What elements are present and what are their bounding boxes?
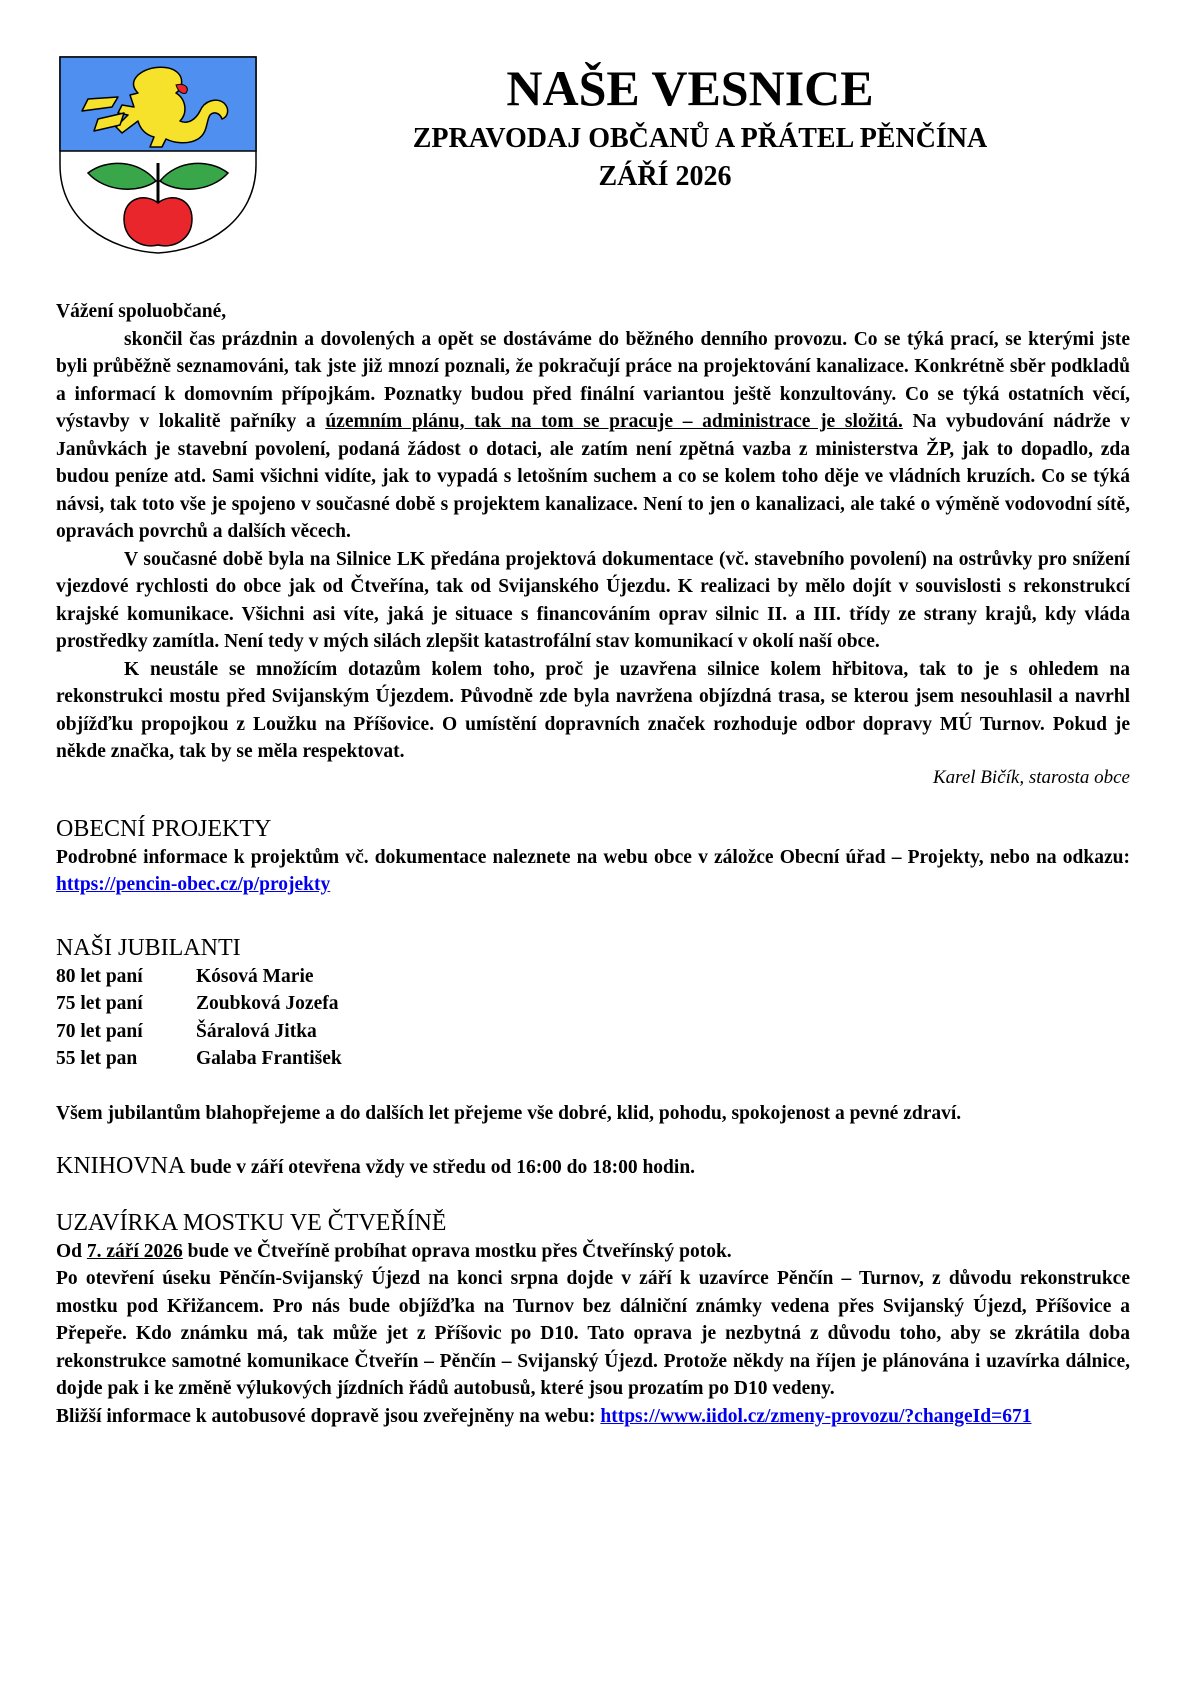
issue-date: ZÁŘÍ 2026 (598, 161, 732, 192)
jubilant-age: 75 let paní (56, 993, 143, 1014)
bus-info-link[interactable]: https://www.iidol.cz/zmeny-provozu/?changeId=671 (600, 1405, 1032, 1427)
coat-of-arms-icon (58, 55, 258, 255)
section-projects (56, 814, 1130, 899)
jubilants-table (56, 963, 342, 1073)
letter-p1-text-a: skončil čas prázdnin a dovolených a opět se dostáváme do běžného denního provozu. Co se týká prací, se kterými jste byli průběžně seznamováni, tak jste již mnozí poznali, že pokračují práce na projektování kanalizace. Konkrétně sběr podkladů a informací k domovním přípojkám. Poznatky budou před finální variantou ještě konzultovány. Co se týká ostatních věcí, výstavby v lokalitě pařníky a (56, 328, 1130, 432)
letter-paragraph-1 (56, 326, 1130, 546)
bridge-line-1 (56, 1238, 1130, 1266)
letter-p1-underlined: územním plánu, tak na tom se pracuje – administrace je složitá. (325, 411, 903, 432)
projects-heading: OBECNÍ PROJEKTY (56, 815, 272, 842)
bridge-paragraph-3 (56, 1403, 1130, 1431)
signature: Karel Bičík, starosta obce (932, 766, 1130, 788)
jubilant-name: Zoubková Jozefa (196, 993, 339, 1014)
newsletter-title: NAŠE VESNICE (506, 60, 874, 116)
jubilants-heading: NAŠI JUBILANTI (56, 934, 241, 961)
letter-p1-text-b: Na vybudování nádrže v Janůvkách je stavební povolení, podaná žádost o dotaci, ale zatím není zpětná vazba z ministerstva ŽP, jak to dopadlo, zda budou peníze atd. Sami všichni vidíte, jak to vypadá s letošním suchem a co se kolem toho děje ve vládních kruzích. Co se týká návsi, tak toto vše je spojeno v současné době s projektem kanalizace. Není to jen o kanalizaci, ale také o výměně vodovodní sítě, opravách povrchů a dalších věcech. (56, 411, 1130, 542)
table-row (56, 1018, 342, 1046)
library-text: bude v září otevřena vždy ve středu od 16:00 do 18:00 hodin. (185, 1157, 696, 1178)
table-row (56, 963, 342, 991)
jubilant-name: Galaba František (196, 1048, 342, 1069)
section-bridge-closure (56, 1208, 1130, 1431)
greeting: Vážení spoluobčané, (56, 301, 227, 322)
newsletter-subtitle: ZPRAVODAJ OBČANŮ A PŘÁTEL PĚNČÍNA (412, 123, 988, 154)
jubilant-name: Šáralová Jitka (196, 1020, 317, 1042)
projects-description: Podrobné informace k projektům vč. dokumentace naleznete na webu obce v záložce Obecní úřad – Projekty, nebo na odkazu: (56, 846, 1130, 868)
jubilant-age: 55 let pan (56, 1048, 138, 1069)
bridge-paragraph-2: Po otevření úseku Pěnčín-Svijanský Újezd na konci srpna dojde v září k uzavírce Pěnčín – Turnov, z důvodu rekonstrukce mostku pod Křižancem. Pro nás bude objížďka na Turnov bez dálniční známky vedena přes Svijanský Újezd, Příšovice a Přepeře. Kdo známku má, tak může jet z Příšovic po D10. Tato oprava je nezbytná z důvodu toho, aby se zkrátila doba rekonstrukce samotné komunikace Čtveřín – Pěnčín – Svijanský Újezd. Protože někdy na říjen je plánována i uzavírka dálnice, dojde pak i ke změně výlukových jízdních řádů autobusů, které jsou prozatím po D10 vedeny. (56, 1268, 1130, 1399)
jubilants-wish: Všem jubilantům blahopřejeme a do dalších let přejeme vše dobré, klid, pohodu, spokojenost a pevné zdraví. (56, 1102, 962, 1124)
main-content (56, 298, 1130, 1430)
masthead (270, 58, 1130, 196)
projects-text (56, 844, 1130, 899)
projects-link[interactable]: https://pencin-obec.cz/p/projekty (56, 874, 331, 895)
jubilant-age: 80 let paní (56, 965, 143, 987)
bridge-l1-b: bude ve Čtveříně probíhat oprava mostku přes Čtveřínský potok. (182, 1240, 732, 1262)
bridge-heading: UZAVÍRKA MOSTKU VE ČTVEŘÍNĚ (56, 1209, 447, 1236)
section-library (56, 1153, 1130, 1182)
table-row (56, 990, 342, 1018)
letter-paragraph-2: V současné době byla na Silnice LK předána projektová dokumentace (vč. stavebního povolení) na ostrůvky pro snížení vjezdové rychlosti do obce jak od Čtveřína, tak od Svijanského Újezdu. K realizaci by mělo dojít v souvislosti s rekonstrukcí krajské komunikace. Všichni asi víte, jaká je situace s financováním oprav silnic II. a III. třídy ze strany krajů, kdy vláda prostředky zamítla. Není tedy v mých silách zlepšit katastrofální stav komunikací v okolí naší obce. (56, 548, 1130, 652)
bridge-date: 7. září 2026 (86, 1240, 183, 1262)
section-jubilants (56, 933, 1130, 1128)
jubilant-age: 70 let paní (56, 1020, 143, 1042)
library-heading: KNIHOVNA (56, 1153, 186, 1179)
bridge-p3-text: Bližší informace k autobusové dopravě jsou zveřejněny na webu: (56, 1405, 601, 1427)
bridge-l1-a: Od (56, 1240, 87, 1262)
apple-icon (124, 198, 192, 246)
letter-paragraph-3: K neustále se množícím dotazům kolem toho, proč je uzavřena silnice kolem hřbitova, tak to je s ohledem na rekonstrukci mostu před Svijanským Újezdem. Původně zde byla navržena objízdná trasa, se kterou jsem nesouhlasil a navrhl objížďku propojkou z Loužku na Příšovice. O umístění dopravních značek rozhoduje odbor dopravy MÚ Turnov. Pokud je někde značka, tak by se měla respektovat. (56, 658, 1130, 762)
table-row (56, 1045, 342, 1073)
jubilant-name: Kósová Marie (196, 965, 314, 987)
